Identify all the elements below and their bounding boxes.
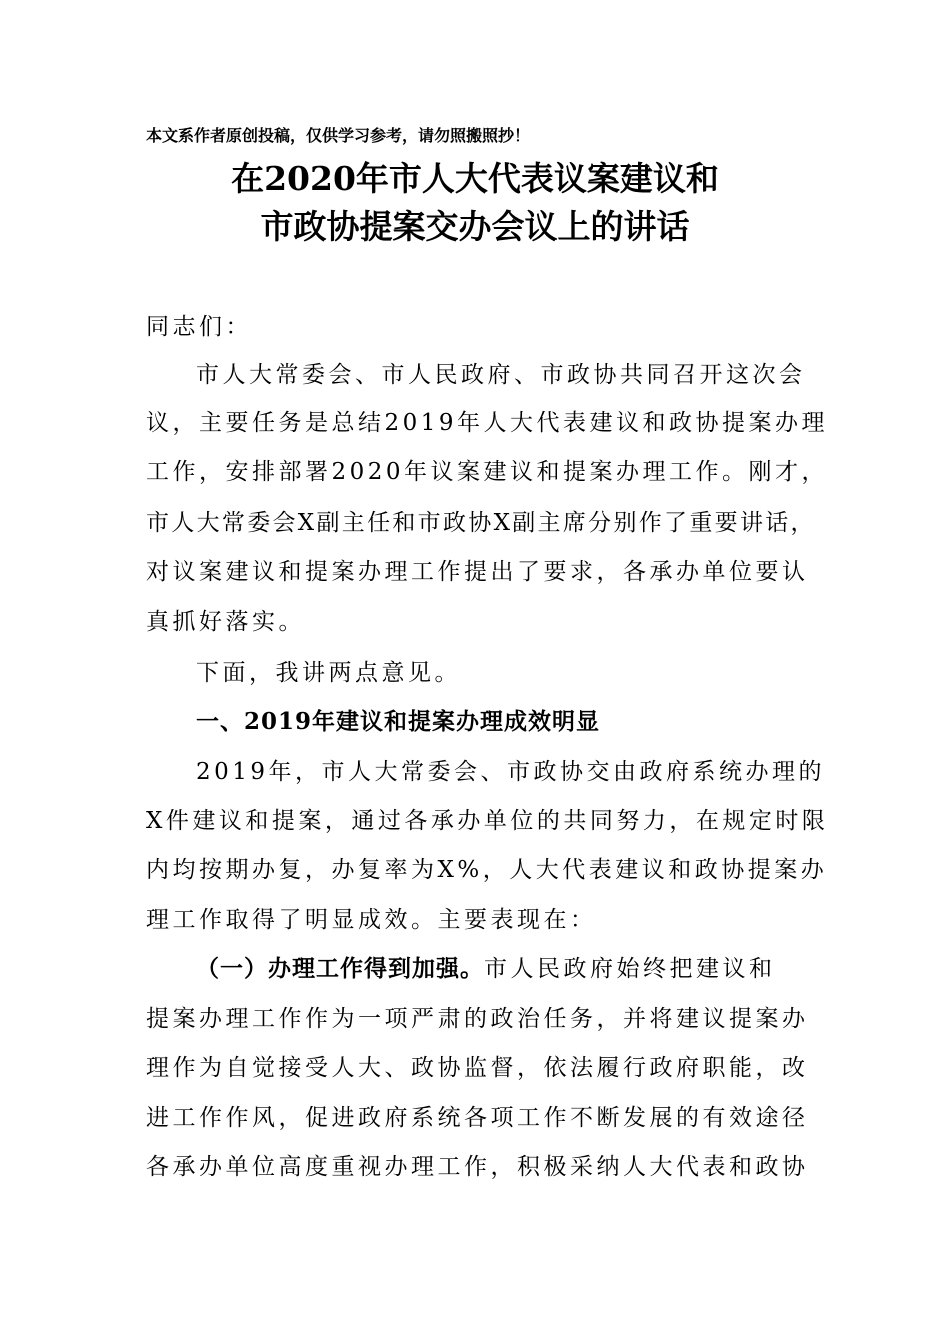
- paragraph-1-line-4: 市人大常委会X副主任和市政协X副主席分别作了重要讲话，: [146, 510, 816, 536]
- paragraph-1-line-6: 真抓好落实。: [146, 609, 305, 635]
- paragraph-2: 下面，我讲两点意见。: [196, 660, 461, 686]
- section-heading-1: 一、2019年建议和提案办理成效明显: [196, 708, 601, 735]
- paragraph-4-line-4: 进工作作风，促进政府系统各项工作不断发展的有效途径: [146, 1105, 809, 1131]
- subsection-heading-1: （一）办理工作得到加强。: [196, 955, 484, 982]
- paragraph-4-line-1-text: 市人民政府始终把建议和: [484, 956, 776, 982]
- salutation: 同志们：: [146, 314, 252, 340]
- paragraph-4-line-3: 理作为自觉接受人大、政协监督，依法履行政府职能，改: [146, 1055, 809, 1081]
- paragraph-4-line-2: 提案办理工作作为一项严肃的政治任务，并将建议提案办: [146, 1006, 809, 1032]
- document-title-line-1: 在2020年市人大代表议案建议和: [231, 159, 719, 198]
- paragraph-1-line-2: 议，主要任务是总结2019年人大代表建议和政协提案办理: [146, 410, 829, 436]
- paragraph-3-line-3: 内均按期办复，办复率为X%，人大代表建议和政协提案办: [146, 857, 828, 883]
- paragraph-1-line-1: 市人大常委会、市人民政府、市政协共同召开这次会: [196, 362, 806, 388]
- paragraph-1-line-5: 对议案建议和提案办理工作提出了要求，各承办单位要认: [146, 559, 809, 585]
- paragraph-1-line-3: 工作，安排部署2020年议案建议和提案办理工作。刚才，: [146, 459, 829, 485]
- paragraph-3-line-1: 2019年，市人大常委会、市政协交由政府系统办理的: [196, 759, 826, 785]
- paragraph-4-line-1: [196, 954, 776, 984]
- paragraph-4-line-5: 各承办单位高度重视办理工作，积极采纳人大代表和政协: [146, 1154, 809, 1180]
- paragraph-3-line-2: X件建议和提案，通过各承办单位的共同努力，在规定时限: [146, 808, 829, 834]
- copyright-notice: 本文系作者原创投稿，仅供学习参考，请勿照搬照抄！: [146, 126, 531, 145]
- document-title-line-2: 市政协提案交办会议上的讲话: [260, 207, 690, 246]
- paragraph-3-line-4: 理工作取得了明显成效。主要表现在：: [146, 907, 597, 933]
